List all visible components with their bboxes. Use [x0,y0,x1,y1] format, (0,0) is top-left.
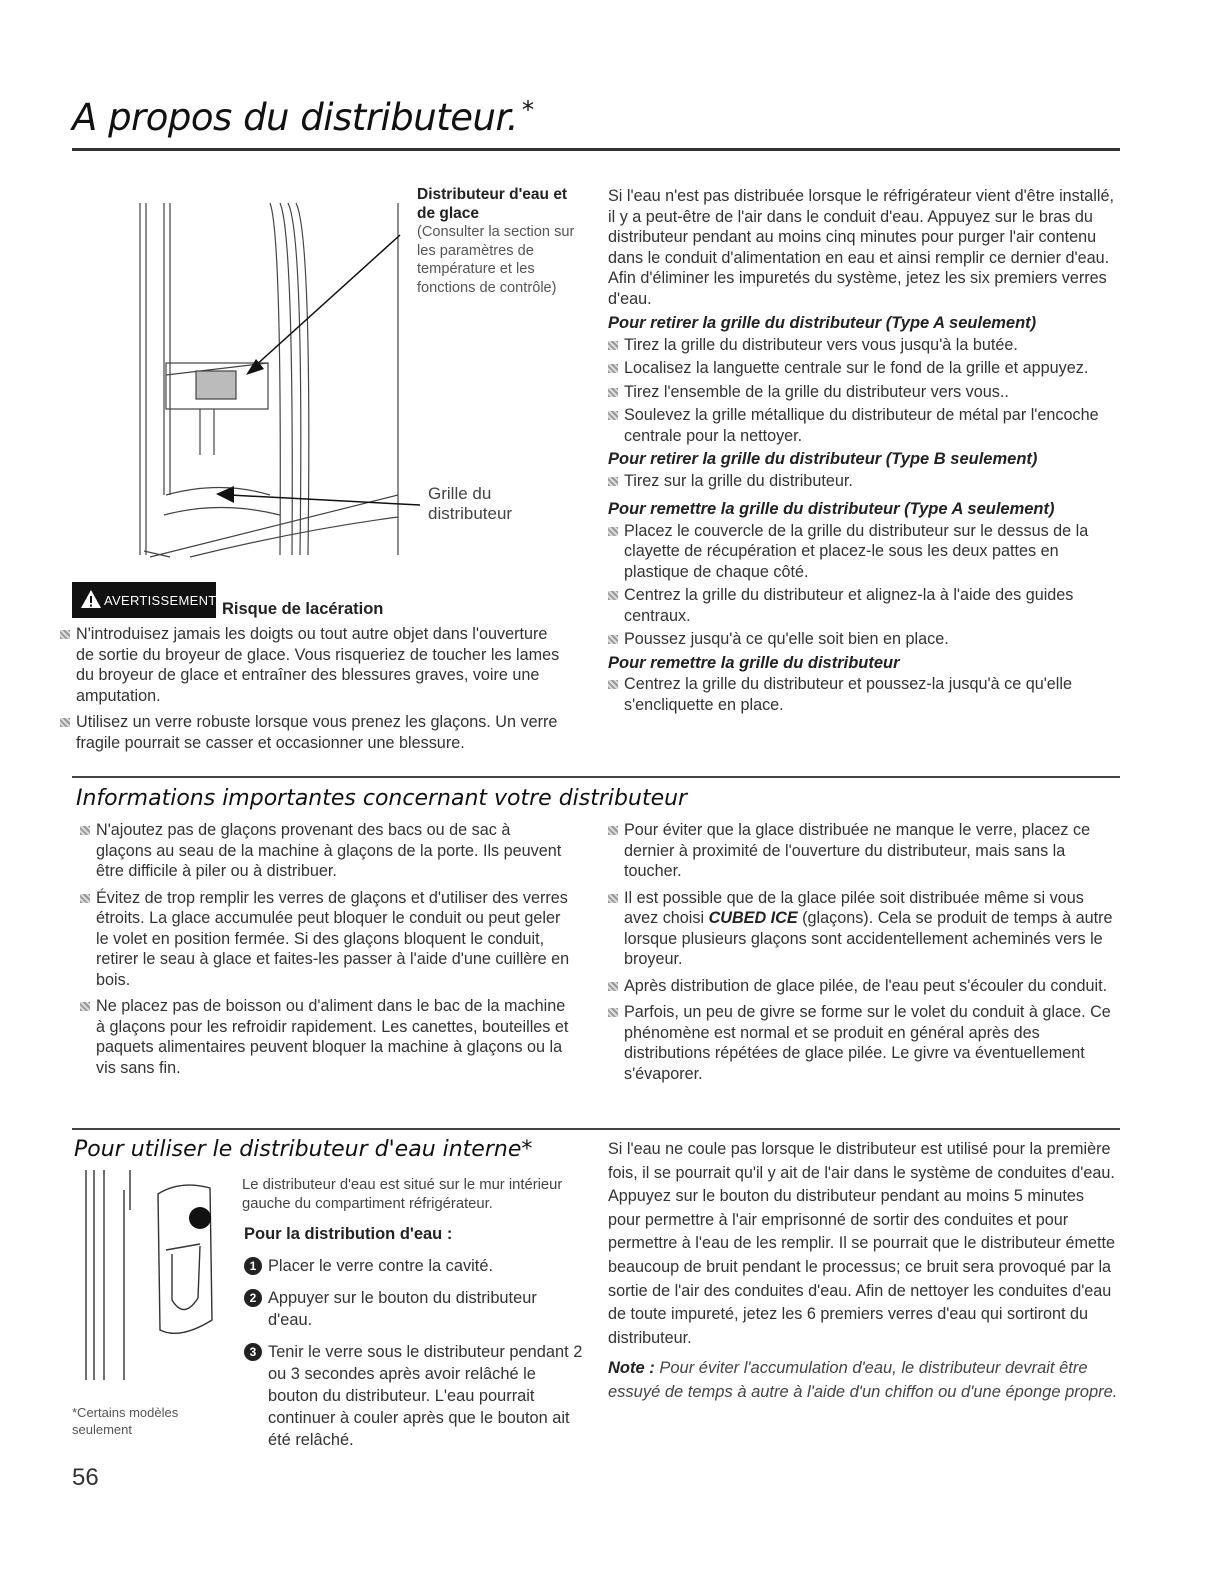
info-left-list [80,820,570,1081]
step-item: 2 Appuyer sur le bouton du distributeur d'eau. [244,1287,584,1331]
info-item: N'ajoutez pas de glaçons provenant des bacs ou de sac à glaçons au seau de la machine à glaçons de la porte. Ils peuvent être difficile à piler ou à distribuer. [80,820,570,882]
water-note: Note : Pour éviter l'accumulation d'eau, le distributeur devrait être essuyé de temps à autre à l'aide d'un chiffon ou d'une éponge propre. [608,1359,1118,1402]
step-number-icon: 1 [244,1257,262,1275]
page-number: 56 [72,1464,99,1491]
callout-dispenser-title: Distributeur d'eau et de glace [417,186,568,222]
refrigerator-illustration [130,195,430,565]
list-replace-type-a [608,521,1120,650]
warning-list [60,624,565,756]
heading-replace-type-a: Pour remettre la grille du distributeur (Type A seulement) [608,500,1055,518]
info-right-list [608,820,1120,1087]
info-item: Ne placez pas de boisson ou d'aliment dans le bac de la machine à glaçons pour les refroidir rapidement. Les canettes, bouteilles et paquets alimentaires peuvent bloquer la machine à glaçons ou la vis sans fin. [80,996,570,1078]
list-remove-type-a [608,335,1120,447]
water-steps [244,1255,584,1451]
info-heading: Informations importantes concernant votre distributeur [76,786,688,811]
info-item: Pour éviter que la glace distribuée ne manque le verre, placez ce dernier à proximité de l'ouverture du distributeur, mais sans la toucher. [608,820,1120,882]
step-number-icon: 3 [244,1343,262,1361]
heading-replace: Pour remettre la grille du distributeur [608,653,900,672]
warning-label: AVERTISSEMENT [104,593,217,608]
warning-item: N'introduisez jamais les doigts ou tout autre objet dans l'ouverture de sortie du broyeur de glace. Vous risqueriez de toucher les lames du broyeur de glace et entraîner des blessures graves, voire une amputation. [60,624,565,706]
water-subhead: Pour la distribution d'eau : [244,1225,453,1243]
step-number-icon: 2 [244,1289,262,1307]
list-item: Soulevez la grille métallique du distributeur de métal par l'encoche centrale pour la nettoyer. [608,405,1120,446]
step-item: 3 Tenir le verre sous le distributeur pendant 2 ou 3 secondes après avoir relâché le bouton du distributeur. L'eau pourrait continuer à couler après que le bouton ait été relâché. [244,1341,584,1451]
list-item: Centrez la grille du distributeur et poussez-la jusqu'à ce qu'elle s'encliquette en place. [608,674,1120,715]
list-replace [608,674,1120,715]
note-label: Note : [608,1359,655,1378]
callout-dispenser-text: (Consulter la section sur les paramètres de température et les fonctions de contrôle) [417,224,575,296]
heading-remove-type-b: Pour retirer la grille du distributeur (Type B seulement) [608,450,1038,468]
callout-grille: Grille du distributeur [428,484,513,523]
list-item: Poussez jusqu'à ce qu'elle soit bien en place. [608,629,1120,650]
list-remove-type-b [608,471,1120,492]
step-item: 1 Placer le verre contre la cavité. [244,1255,584,1277]
warning-title: Risque de lacération [222,600,384,618]
info-item: Évitez de trop remplir les verres de glaçons et d'utiliser des verres étroits. La glace accumulée peut bloquer le conduit ou peut geler le volet en position fermée. Si des glaçons bloquent le conduit, retirer le seau à glace et faites-les passer à l'aide d'une cuillère en bois. [80,888,570,991]
water-heading: Pour utiliser le distributeur d'eau interne* [74,1137,533,1162]
list-item: Tirez sur la grille du distributeur. [608,471,1120,492]
section-rule [72,776,1120,778]
water-dispenser-illustration [80,1170,230,1380]
warning-badge [72,582,216,618]
callout-dispenser [417,185,587,297]
list-item: Tirez la grille du distributeur vers vous jusqu'à la butée. [608,335,1120,356]
water-right-text [608,1138,1120,1404]
list-item: Tirez l'ensemble de la grille du distributeur vers vous.. [608,382,1120,403]
heading-remove-type-a: Pour retirer la grille du distributeur (Type A seulement) [608,314,1037,332]
section-rule [72,1128,1120,1130]
cubed-ice-label: CUBED ICE [708,909,798,927]
top-right-column [608,186,1120,718]
footnote: *Certains modèles seulement [72,1405,179,1437]
water-location: Le distributeur d'eau est situé sur le mur intérieur gauche du compartiment réfrigérateur. [242,1177,563,1212]
page-title: A propos du distributeur. * [72,96,534,139]
list-item: Placez le couvercle de la grille du distributeur sur le dessus de la clayette de récupération et placez-le sous les deux pattes en plastique de chaque côté. [608,521,1120,583]
info-item: Après distribution de glace pilée, de l'eau peut s'écouler du conduit. [608,976,1120,997]
water-paragraph: Si l'eau ne coule pas lorsque le distributeur est utilisé pour la première fois, il se pourrait qu'il y ait de l'air dans le système de conduites d'eau. Appuyez sur le bouton du distributeur pendant au moins 5 minutes pour permettre à l'air emprisonné de sortir des conduites et pour permettre à l'eau de les remplir. Il se pourrait que le distributeur émette beaucoup de bruit pendant le processus; ce bruit sera provoqué par la sortie de l'air des conduites d'eau. Afin de nettoyer les conduites d'eau de toute impureté, jetez les 6 premiers verres d'eau qui sortiront du distributeur. [608,1140,1115,1347]
list-item: Centrez la grille du distributeur et alignez-la à l'aide des guides centraux. [608,585,1120,626]
warning-item: Utilisez un verre robuste lorsque vous prenez les glaçons. Un verre fragile pourrait se casser et occasionner une blessure. [60,712,565,753]
list-item: Localisez la languette centrale sur le fond de la grille et appuyez. [608,358,1120,379]
warning-triangle-icon [80,589,102,609]
intro-paragraph: Si l'eau n'est pas distribuée lorsque le réfrigérateur vient d'être installé, il y a peut-être de l'air dans le conduit d'eau. Appuyez sur le bras du distributeur pendant au moins cinq minutes pour purger l'air contenu dans le conduit d'alimentation en eau et ainsi remplir ce dernier d'eau. Afin d'éliminer les impuretés du système, jetez les six premiers verres d'eau. [608,187,1114,308]
info-item: Il est possible que de la glace pilée soit distribuée même si vous avez choisi CUBED ICE (glaçons). Cela se produit de temps à autre lorsque plusieurs glaçons sont accidentellement acheminés vers le broyeur. [608,888,1120,970]
title-rule [72,148,1120,151]
info-item: Parfois, un peu de givre se forme sur le volet du conduit à glace. Ce phénomène est normal et se produit en général après des distributions répétées de glace pilée. Le givre va éventuellement s'évaporer. [608,1002,1120,1084]
